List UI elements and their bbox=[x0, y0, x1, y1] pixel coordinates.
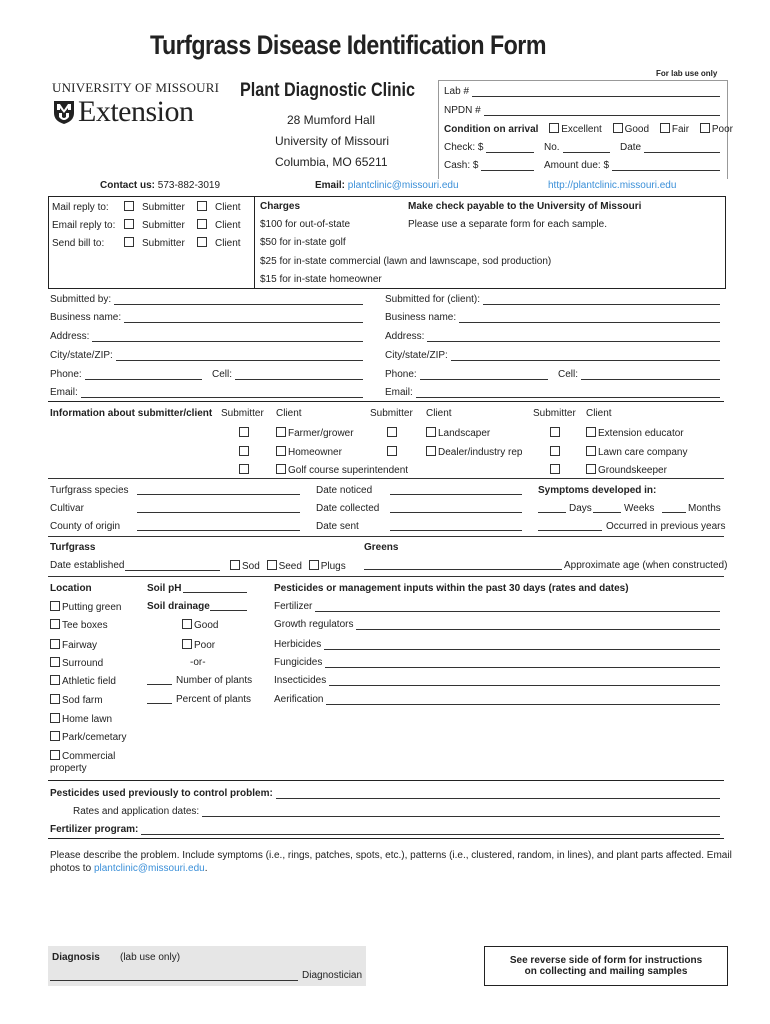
drainage-poor-label: Poor bbox=[194, 640, 216, 651]
mail-reply-submitter-checkbox[interactable] bbox=[124, 201, 134, 211]
extension-label: Extension educator bbox=[598, 428, 684, 439]
pct-plants-label: Percent of plants bbox=[176, 694, 252, 705]
herbicides-label: Herbicides bbox=[274, 639, 322, 650]
fairway-checkbox[interactable] bbox=[50, 639, 60, 649]
surround-checkbox[interactable] bbox=[50, 657, 60, 667]
date-noticed-field[interactable] bbox=[390, 494, 522, 495]
homeowner-label: Homeowner bbox=[288, 447, 342, 458]
diagnosis-label: Diagnosis bbox=[52, 952, 100, 963]
address-label-submitter: Address: bbox=[50, 331, 90, 342]
amount-due-row bbox=[544, 160, 720, 171]
reverse-line-1: See reverse side of form for instructions bbox=[509, 955, 703, 966]
poor-checkbox[interactable] bbox=[700, 123, 710, 133]
extension-client bbox=[586, 427, 684, 439]
fertilizer-program-field[interactable] bbox=[141, 825, 720, 835]
section-divider-previous bbox=[48, 780, 724, 781]
lab-number-field[interactable] bbox=[472, 87, 720, 97]
location-sod-farm[interactable] bbox=[50, 694, 103, 706]
home-lawn-checkbox[interactable] bbox=[50, 713, 60, 723]
previous-pesticides-label: Pesticides used previously to control problem: bbox=[50, 788, 273, 799]
golf-client bbox=[276, 464, 408, 476]
clinic-address-3: Columbia, MO 65211 bbox=[275, 155, 388, 169]
info-submitter-header-3: Submitter bbox=[533, 408, 576, 419]
soil-ph-field[interactable] bbox=[183, 592, 247, 593]
fertilizer-label: Fertilizer bbox=[274, 601, 313, 612]
business-name-field-client[interactable] bbox=[459, 313, 720, 323]
business-name-label-submitter: Business name: bbox=[50, 312, 122, 323]
fungicides-field[interactable] bbox=[325, 658, 720, 668]
dealer-submitter-checkbox[interactable] bbox=[387, 446, 397, 456]
months-label: Months bbox=[688, 503, 721, 514]
info-client-header-2: Client bbox=[426, 408, 452, 419]
plugs-checkbox[interactable] bbox=[309, 560, 319, 570]
homeowner-submitter-checkbox[interactable] bbox=[239, 446, 249, 456]
email-label-submitter: Email: bbox=[50, 387, 78, 398]
email-row-client bbox=[385, 387, 720, 398]
fair-checkbox[interactable] bbox=[660, 123, 670, 133]
days-label: Days bbox=[569, 503, 592, 514]
address-field-submitter[interactable] bbox=[92, 332, 363, 342]
business-name-field-submitter[interactable] bbox=[124, 313, 363, 323]
mail-reply-client-checkbox[interactable] bbox=[197, 201, 207, 211]
growth-regulators-field[interactable] bbox=[356, 620, 720, 630]
npdn-field[interactable] bbox=[484, 106, 720, 116]
occurred-label: Occurred in previous years bbox=[606, 521, 726, 532]
days-field[interactable] bbox=[538, 512, 566, 513]
rates-label: Rates and application dates: bbox=[73, 806, 200, 817]
farmer-row bbox=[239, 427, 251, 439]
groundskeeper-row bbox=[550, 464, 562, 476]
fertilizer-program-label: Fertilizer program: bbox=[50, 824, 139, 835]
no-label: No. bbox=[544, 142, 560, 153]
address-label-client: Address: bbox=[385, 331, 425, 342]
business-name-row-submitter bbox=[50, 312, 363, 323]
pct-plants-field[interactable] bbox=[147, 703, 172, 704]
landscaper-label: Landscaper bbox=[438, 428, 491, 439]
homeowner-client-checkbox[interactable] bbox=[276, 446, 286, 456]
insecticides-field[interactable] bbox=[329, 676, 720, 686]
info-client-header-1: Client bbox=[276, 408, 302, 419]
diagnostician-label: Diagnostician bbox=[302, 970, 363, 981]
mail-reply-submitter-label: Submitter bbox=[142, 202, 185, 213]
location-tee-boxes[interactable] bbox=[50, 619, 108, 631]
lawncare-client bbox=[586, 446, 688, 458]
date-label: Date bbox=[620, 142, 642, 153]
rates-field[interactable] bbox=[202, 807, 720, 817]
drainage-poor-checkbox[interactable] bbox=[182, 639, 192, 649]
tee-boxes-checkbox[interactable] bbox=[50, 619, 60, 629]
info-submitter-header-2: Submitter bbox=[370, 408, 413, 419]
city-label-submitter: City/state/ZIP: bbox=[50, 350, 113, 361]
fertilizer-program-row bbox=[50, 824, 720, 835]
email-field-client[interactable] bbox=[416, 388, 720, 398]
symptoms-label: Symptoms developed in: bbox=[538, 485, 657, 496]
farmer-client-checkbox[interactable] bbox=[276, 427, 286, 437]
send-bill-client-label: Client bbox=[215, 238, 241, 249]
charge-out-of-state: $100 for out-of-state bbox=[260, 219, 351, 230]
no-row bbox=[544, 142, 610, 153]
county-field[interactable] bbox=[137, 530, 300, 531]
fungicides-label: Fungicides bbox=[274, 657, 323, 668]
plugs-label: Plugs bbox=[320, 561, 346, 572]
cell-field-submitter[interactable] bbox=[235, 370, 363, 380]
establishment-type bbox=[230, 560, 346, 572]
lawncare-row bbox=[550, 446, 562, 458]
email-reply-client-label: Client bbox=[215, 220, 241, 231]
growth-regulators-label: Growth regulators bbox=[274, 619, 354, 630]
date-field[interactable] bbox=[644, 143, 720, 153]
address-row-client bbox=[385, 331, 720, 342]
golf-label: Golf course superintendent bbox=[288, 465, 409, 476]
logo-line2: Extension bbox=[78, 95, 194, 128]
date-sent-label: Date sent bbox=[316, 521, 359, 532]
logo-line1: UNIVERSITY OF MISSOURI bbox=[52, 80, 220, 95]
submitted-for-label: Submitted for (client): bbox=[385, 294, 481, 305]
email-reply-submitter-checkbox[interactable] bbox=[124, 219, 134, 229]
cell-row-client bbox=[558, 369, 720, 380]
commercial-label: Commercial bbox=[62, 751, 116, 762]
dealer-row bbox=[387, 446, 399, 458]
groundskeeper-client-checkbox[interactable] bbox=[586, 464, 596, 474]
describe-photos-label: photos to bbox=[50, 863, 92, 874]
groundskeeper-client bbox=[586, 464, 667, 476]
section-divider-location bbox=[48, 576, 724, 577]
reverse-side-box bbox=[484, 946, 728, 986]
surround-label: Surround bbox=[62, 658, 104, 669]
clinic-name: Plant Diagnostic Clinic bbox=[240, 80, 415, 101]
seed-label: Seed bbox=[278, 561, 302, 572]
home-lawn-label: Home lawn bbox=[62, 714, 113, 725]
landscaper-row bbox=[387, 427, 399, 439]
submitted-by-row bbox=[50, 294, 363, 305]
num-plants-field[interactable] bbox=[147, 684, 172, 685]
previous-pesticides-field[interactable] bbox=[276, 789, 720, 799]
insecticides-label: Insecticides bbox=[274, 675, 327, 686]
phone-label-submitter: Phone: bbox=[50, 369, 82, 380]
species-label: Turfgrass species bbox=[50, 485, 129, 496]
approx-age-label: Approximate age (when constructed) bbox=[564, 560, 728, 571]
billing-divider bbox=[254, 196, 255, 288]
extension-submitter-checkbox[interactable] bbox=[550, 427, 560, 437]
date-noticed-label: Date noticed bbox=[316, 485, 373, 496]
send-bill-label: Send bill to: bbox=[52, 238, 105, 249]
mail-reply-row bbox=[52, 201, 241, 213]
info-heading: Information about submitter/client bbox=[50, 408, 213, 419]
phone-row-submitter bbox=[50, 369, 202, 380]
landscaper-client-checkbox[interactable] bbox=[426, 427, 436, 437]
mail-reply-client-label: Client bbox=[215, 202, 241, 213]
approx-age-field[interactable] bbox=[364, 569, 562, 570]
info-submitter-header-1: Submitter bbox=[221, 408, 264, 419]
aerification-label: Aerification bbox=[274, 694, 324, 705]
describe-email-link[interactable]: plantclinic@missouri.edu bbox=[93, 863, 205, 874]
good-checkbox[interactable] bbox=[613, 123, 623, 133]
email-reply-label: Email reply to: bbox=[52, 220, 116, 231]
charge-in-state-homeowner: $15 for in-state homeowner bbox=[260, 274, 382, 285]
date-established-row bbox=[50, 560, 220, 571]
fairway-label: Fairway bbox=[62, 640, 98, 651]
lawncare-submitter-checkbox[interactable] bbox=[550, 446, 560, 456]
landscaper-submitter-checkbox[interactable] bbox=[387, 427, 397, 437]
landscaper-client bbox=[426, 427, 490, 439]
date-sent-field[interactable] bbox=[390, 530, 522, 531]
business-name-label-client: Business name: bbox=[385, 312, 457, 323]
location-putting-green[interactable] bbox=[50, 601, 122, 613]
condition-label: Condition on arrival bbox=[444, 124, 539, 135]
extension-client-checkbox[interactable] bbox=[586, 427, 596, 437]
weeks-field[interactable] bbox=[593, 512, 621, 513]
email-reply-client-checkbox[interactable] bbox=[197, 219, 207, 229]
location-fairway[interactable] bbox=[50, 639, 97, 651]
city-row-submitter bbox=[50, 350, 363, 361]
aerification-row bbox=[274, 694, 720, 705]
npdn-label: NPDN # bbox=[444, 105, 481, 116]
city-field-client[interactable] bbox=[451, 351, 720, 361]
university-logo bbox=[52, 80, 219, 129]
park-label: Park/cemetary bbox=[62, 732, 127, 743]
cultivar-field[interactable] bbox=[137, 512, 300, 513]
or-label: -or- bbox=[190, 657, 206, 668]
fair-label: Fair bbox=[671, 124, 690, 135]
poor-label: Poor bbox=[711, 124, 733, 135]
lab-number-label: Lab # bbox=[444, 86, 470, 97]
park-checkbox[interactable] bbox=[50, 731, 60, 741]
putting-green-label: Putting green bbox=[62, 602, 122, 613]
location-surround[interactable] bbox=[50, 657, 103, 669]
drainage-good[interactable] bbox=[182, 619, 218, 631]
contact-url-link[interactable]: http://plantclinic.missouri.edu bbox=[548, 180, 677, 191]
excellent-checkbox[interactable] bbox=[549, 123, 559, 133]
section-divider-info bbox=[48, 401, 724, 402]
contact-email bbox=[315, 180, 459, 191]
check-label: Check: $ bbox=[444, 142, 484, 153]
aerification-field[interactable] bbox=[326, 695, 720, 705]
city-label-client: City/state/ZIP: bbox=[385, 350, 448, 361]
lab-number-row bbox=[444, 86, 720, 97]
lab-use-only-label: For lab use only bbox=[656, 69, 718, 78]
charge-in-state-commercial: $25 for in-state commercial (lawn and lawnscape, sod production) bbox=[260, 256, 552, 267]
dealer-client-checkbox[interactable] bbox=[426, 446, 436, 456]
contact-email-link[interactable]: plantclinic@missouri.edu bbox=[347, 180, 459, 191]
cell-row-submitter bbox=[212, 369, 363, 380]
mu-shield-icon bbox=[52, 99, 76, 125]
submitted-for-field[interactable] bbox=[483, 295, 720, 305]
cash-field[interactable] bbox=[481, 161, 534, 171]
soil-drainage-field[interactable] bbox=[210, 610, 247, 611]
insecticides-row bbox=[274, 675, 720, 686]
separate-form-note: Please use a separate form for each sample. bbox=[408, 219, 607, 230]
occurred-field[interactable] bbox=[538, 530, 602, 531]
fertilizer-field[interactable] bbox=[315, 602, 720, 612]
fungicides-row bbox=[274, 657, 720, 668]
turfgrass-heading: Turfgrass bbox=[50, 542, 96, 553]
section-divider-describe bbox=[48, 838, 724, 839]
email-field-submitter[interactable] bbox=[81, 388, 363, 398]
send-bill-client-checkbox[interactable] bbox=[197, 237, 207, 247]
phone-label-client: Phone: bbox=[385, 369, 417, 380]
describe-period: . bbox=[204, 863, 208, 874]
phone-row-client bbox=[385, 369, 548, 380]
address-row-submitter bbox=[50, 331, 363, 342]
info-client-header-3: Client bbox=[586, 408, 612, 419]
section-divider-turfgrass bbox=[48, 536, 724, 537]
greens-heading: Greens bbox=[364, 542, 399, 553]
cell-label-client: Cell: bbox=[558, 369, 579, 380]
phone-field-client[interactable] bbox=[420, 370, 548, 380]
date-collected-field[interactable] bbox=[390, 512, 522, 513]
golf-submitter-checkbox[interactable] bbox=[239, 464, 249, 474]
describe-text-1: Please describe the problem. Include symptoms (i.e., rings, patches, spots, etc.), patterns (i.e., clustered, random, in lines), and plant parts affected. Email bbox=[50, 850, 732, 861]
date-established-field[interactable] bbox=[125, 561, 221, 571]
lawncare-client-checkbox[interactable] bbox=[586, 446, 596, 456]
herbicides-row bbox=[274, 639, 720, 650]
soil-drainage-label: Soil drainage bbox=[147, 601, 210, 612]
send-bill-row bbox=[52, 237, 241, 249]
drainage-good-checkbox[interactable] bbox=[182, 619, 192, 629]
cash-row bbox=[444, 160, 534, 171]
email-reply-submitter-label: Submitter bbox=[142, 220, 185, 231]
amount-due-field[interactable] bbox=[612, 161, 720, 171]
months-field[interactable] bbox=[662, 512, 686, 513]
city-field-submitter[interactable] bbox=[116, 351, 363, 361]
num-plants-label: Number of plants bbox=[176, 675, 253, 686]
homeowner-client bbox=[276, 446, 342, 458]
date-established-label: Date established bbox=[50, 560, 125, 571]
putting-green-checkbox[interactable] bbox=[50, 601, 60, 611]
golf-client-checkbox[interactable] bbox=[276, 464, 286, 474]
sod-farm-checkbox[interactable] bbox=[50, 694, 60, 704]
groundskeeper-submitter-checkbox[interactable] bbox=[550, 464, 560, 474]
clinic-address-2: University of Missouri bbox=[275, 134, 390, 148]
farmer-label: Farmer/grower bbox=[288, 428, 354, 439]
charge-in-state-golf: $50 for in-state golf bbox=[260, 237, 346, 248]
send-bill-submitter-checkbox[interactable] bbox=[124, 237, 134, 247]
cell-label-submitter: Cell: bbox=[212, 369, 233, 380]
reverse-line-2: on collecting and mailing samples bbox=[524, 966, 688, 977]
npdn-row bbox=[444, 105, 720, 116]
drainage-poor[interactable] bbox=[182, 639, 215, 651]
check-field[interactable] bbox=[486, 143, 534, 153]
dealer-client bbox=[426, 446, 522, 458]
submitted-for-row bbox=[385, 294, 720, 305]
section-divider-turf bbox=[48, 478, 724, 479]
amount-due-label: Amount due: $ bbox=[544, 160, 610, 171]
farmer-client bbox=[276, 427, 354, 439]
cash-label: Cash: $ bbox=[444, 160, 479, 171]
farmer-submitter-checkbox[interactable] bbox=[239, 427, 249, 437]
phone-field-submitter[interactable] bbox=[85, 370, 202, 380]
lawncare-label: Lawn care company bbox=[598, 447, 688, 458]
contact-email-label: Email: bbox=[315, 180, 346, 191]
location-athletic-field[interactable] bbox=[50, 675, 116, 687]
cultivar-label: Cultivar bbox=[50, 503, 84, 514]
payable-note: Make check payable to the University of Missouri bbox=[408, 201, 642, 212]
golf-row bbox=[239, 464, 251, 476]
fertilizer-row bbox=[274, 601, 720, 612]
no-field[interactable] bbox=[563, 143, 610, 153]
previous-pesticides-row bbox=[50, 788, 720, 799]
seed-checkbox[interactable] bbox=[267, 560, 277, 570]
sod-label: Sod bbox=[242, 561, 260, 572]
location-park[interactable] bbox=[50, 731, 126, 743]
good-label: Good bbox=[624, 124, 650, 135]
submitted-by-label: Submitted by: bbox=[50, 294, 112, 305]
soil-ph-label: Soil pH bbox=[147, 583, 182, 594]
date-collected-label: Date collected bbox=[316, 503, 380, 514]
charges-label: Charges bbox=[260, 201, 301, 212]
contact-phone bbox=[100, 180, 220, 191]
email-reply-row bbox=[52, 219, 241, 231]
drainage-good-label: Good bbox=[194, 620, 219, 631]
location-home-lawn[interactable] bbox=[50, 713, 112, 725]
describe-text-2 bbox=[50, 863, 207, 874]
extension-row bbox=[550, 427, 562, 439]
location-heading: Location bbox=[50, 583, 92, 594]
condition-row bbox=[444, 123, 733, 135]
species-field[interactable] bbox=[137, 494, 300, 495]
email-label-client: Email: bbox=[385, 387, 413, 398]
location-commercial[interactable] bbox=[50, 750, 115, 762]
submitted-by-field[interactable] bbox=[114, 295, 363, 305]
check-row bbox=[444, 142, 534, 153]
tee-boxes-label: Tee boxes bbox=[62, 620, 108, 631]
date-row bbox=[620, 142, 720, 153]
groundskeeper-label: Groundskeeper bbox=[598, 465, 667, 476]
rates-row bbox=[73, 806, 720, 817]
address-field-client[interactable] bbox=[427, 332, 720, 342]
cell-field-client[interactable] bbox=[581, 370, 720, 380]
athletic-field-label: Athletic field bbox=[62, 676, 116, 687]
city-row-client bbox=[385, 350, 720, 361]
send-bill-submitter-label: Submitter bbox=[142, 238, 185, 249]
athletic-field-checkbox[interactable] bbox=[50, 675, 60, 685]
diagnosis-field[interactable] bbox=[50, 980, 298, 981]
sod-farm-label: Sod farm bbox=[62, 695, 103, 706]
page-title: Turfgrass Disease Identification Form bbox=[150, 30, 546, 60]
commercial-checkbox[interactable] bbox=[50, 750, 60, 760]
commercial-label-line2: property bbox=[50, 763, 87, 774]
clinic-address-1: 28 Mumford Hall bbox=[286, 113, 376, 127]
mail-reply-label: Mail reply to: bbox=[52, 202, 109, 213]
dealer-label: Dealer/industry rep bbox=[438, 447, 523, 458]
email-row-submitter bbox=[50, 387, 363, 398]
excellent-label: Excellent bbox=[561, 124, 602, 135]
county-label: County of origin bbox=[50, 521, 121, 532]
contact-phone-value: 573-882-3019 bbox=[157, 180, 221, 191]
problem-description-area[interactable] bbox=[48, 880, 724, 940]
contact-phone-label: Contact us: bbox=[100, 180, 155, 191]
business-name-row-client bbox=[385, 312, 720, 323]
sod-checkbox[interactable] bbox=[230, 560, 240, 570]
diagnosis-note: (lab use only) bbox=[120, 952, 181, 963]
homeowner-row bbox=[239, 446, 251, 458]
weeks-label: Weeks bbox=[624, 503, 655, 514]
growth-regulators-row bbox=[274, 619, 720, 630]
pesticides-heading: Pesticides or management inputs within the past 30 days (rates and dates) bbox=[274, 583, 629, 594]
clinic-address bbox=[275, 110, 390, 173]
herbicides-field[interactable] bbox=[324, 640, 720, 650]
